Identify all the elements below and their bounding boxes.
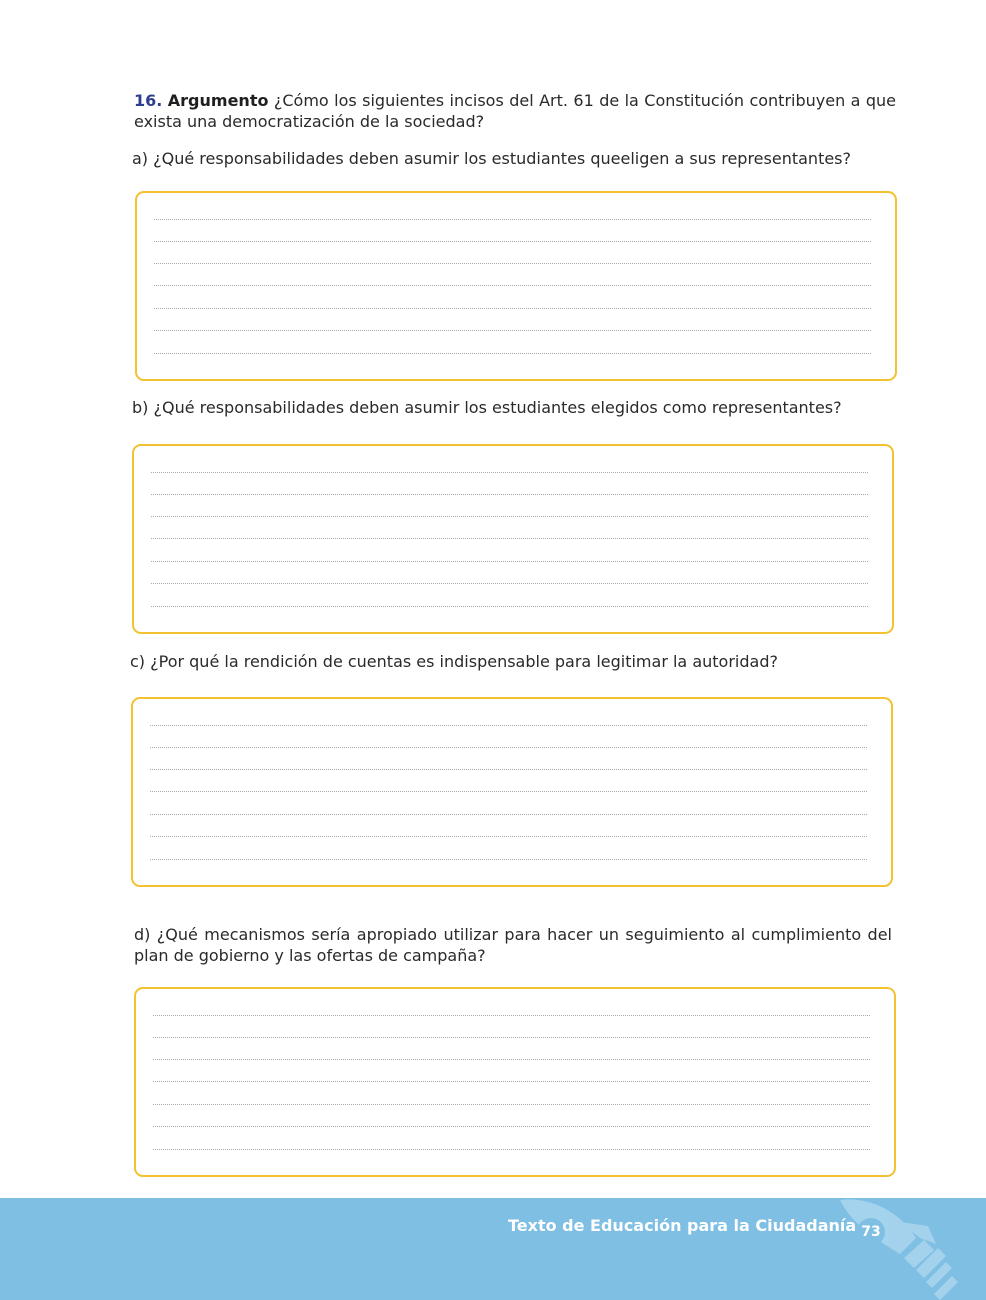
writing-line [154,219,871,220]
answer-box-a[interactable] [135,191,897,381]
page-number: 73 [861,1224,881,1240]
footer-title: Texto de Educación para la Ciudadanía [508,1216,857,1235]
writing-line [153,1037,870,1038]
writing-line [151,561,868,562]
question-keyword: Argumento [167,91,269,110]
item-a-label: a) ¿Qué responsabilidades deben asumir los estudiantes queeligen a sus representantes? [132,149,852,168]
item-b-label: b) ¿Qué responsabilidades deben asumir los estudiantes elegidos como representantes? [132,398,842,417]
question-intro [134,90,896,132]
answer-box-c[interactable] [131,697,893,887]
answer-box-d[interactable] [134,987,896,1177]
answer-box-b[interactable] [132,444,894,634]
writing-line [150,747,867,748]
writing-line [150,791,867,792]
page-footer [0,1198,986,1300]
writing-line [151,538,868,539]
writing-line [153,1104,870,1105]
writing-line [153,1081,870,1082]
question-text: ¿Cómo los siguientes incisos del Art. 61 de la Constitución contribuyen a que exista una democratización de la sociedad? [134,91,897,131]
writing-line [150,836,867,837]
writing-line [153,1149,870,1150]
writing-line [150,725,867,726]
writing-line [151,606,868,607]
writing-line [150,814,867,815]
writing-line [154,285,871,286]
writing-line [151,516,868,517]
writing-line [153,1015,870,1016]
writing-line [151,472,868,473]
writing-line [151,583,868,584]
question-number: 16. [134,91,163,110]
item-c-label: c) ¿Por qué la rendición de cuentas es indispensable para legitimar la autoridad? [130,652,778,671]
writing-line [150,859,867,860]
writing-line [154,241,871,242]
item-d-label: d) ¿Qué mecanismos sería apropiado utilizar para hacer un seguimiento al cumplimiento del plan de gobierno y las ofertas de campaña? [134,925,892,965]
writing-line [154,353,871,354]
rocket-icon [830,1198,986,1300]
writing-line [154,308,871,309]
writing-line [154,330,871,331]
writing-line [153,1126,870,1127]
writing-line [150,769,867,770]
writing-line [151,494,868,495]
writing-line [154,263,871,264]
writing-line [153,1059,870,1060]
